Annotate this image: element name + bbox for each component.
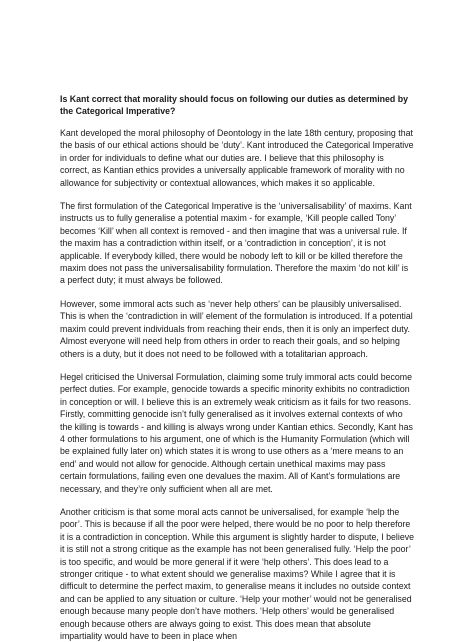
document-title: Is Kant correct that morality should focus on following our duties as determined by the Categorical Imperative? — [60, 94, 409, 116]
paragraph-help-the-poor-criticism: Another criticism is that some moral acts cannot be universalised, for example ‘help the poor’. This is because if all the poor were helped, there would be no poor to help therefore it is a contradiction in conception. While this argument is slightly harder to dispute, I believe it is still not a strong critique as the example has not been generalised fully. ‘Help the poor’ is too specific, and would be more general if it were ‘help others’. This does lead to a stronger critique - to what extent should we generalise maxims? While I agree that it is difficult to determine the perfect maxim, to generalise means it includes no outside context and can be applied to any situation or culture. ‘Help your mother’ would not be generalised enough because many people don’t have mothers. ‘Help others’ would be generalised enough because others are always going to exist. This does mean that absolute impartiality would have to been in place when — [60, 506, 415, 642]
paragraph-hegel-criticism: Hegel criticised the Universal Formulation, claiming some truly immoral acts could become perfect duties. For example, genocide towards a specific minority exhibits no contradiction in conception or will. I believe this is an extremely weak criticism as it fails for two reasons. Firstly, committing genocide isn’t fully generalised as it involves external contexts of who the killing is towards - and killing is always wrong under Kantian ethics. Secondly, Kant has 4 other formulations to his argument, one of which is the Humanity Formulation (which will be explained fully later on) which states it is wrong to use others as a ‘mere means to an end’ and would not allow for genocide. Although certain unethical maxims may pass certain formulations, failing even one devalues the maxim. All of Kant’s formulations are necessary, and they’re only sufficient when all are met. — [60, 371, 413, 494]
paragraph-universalisability: The first formulation of the Categorical Imperative is the ‘universalisability’ of maxims. Kant instructs us to fully generalise a potential maxim - for example, ‘Kill people called Tony’ becomes ‘Kill’ when all context is removed - and then imagine that was a universal rule. If the maxim has a contradiction within itself, or a ‘contradiction in conception’, it is not applicable. If everybody killed, there would be nobody left to kill or be killed therefore the maxim does not pass the universalisability formulation. Therefore the maxim ‘do not kill’ is a perfect duty; it must always be followed. — [60, 201, 412, 286]
paragraph-intro: Kant developed the moral philosophy of Deontology in the late 18th century, proposing that the basis of our ethical actions should be ‘duty’. Kant introduced the Categorical Imperative in order for individuals to define what our duties are. I believe that this philosophy is correct, as Kantian ethics provides a universally applicable framework of morality with no allowance for subjectivity or contextual allowances, which makes it so applicable. — [60, 128, 414, 188]
paragraph-contradiction-in-will: However, some immoral acts such as ‘never help others’ can be plausibly universalised. This is when the ‘contradiction in will’ element of the formulation is introduced. If a potential maxim could prevent individuals from reaching their ends, then it is only an imperfect duty. Almost everyone will need help from others in order to reach their goals, and so helping others is a duty, but it does not need to be followed with a totalitarian approach. — [60, 298, 413, 359]
